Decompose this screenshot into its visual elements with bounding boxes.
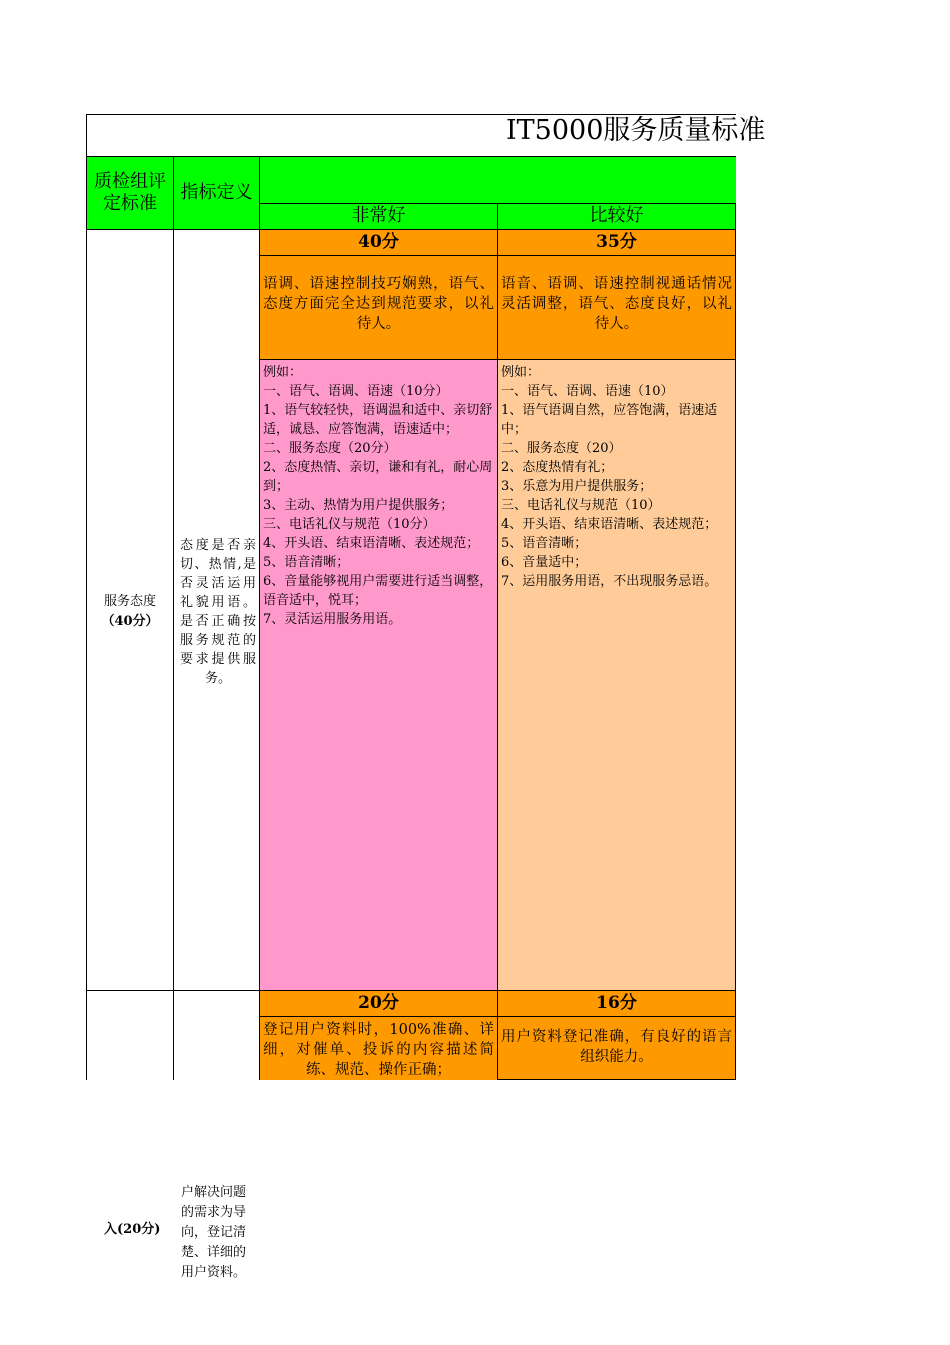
header-level-band [259,156,736,204]
criterion-cell-service-attitude [86,229,174,991]
description-cell-good-2 [497,1016,736,1080]
definition-text: 态度是否亲切、热情,是否灵活运用礼貌用语。是否正确按服务规范的要求提供服务。 [180,538,256,686]
score-good: 35分 [497,229,736,256]
description-good: 语音、语调、语速控制视通话情况灵活调整，语气、态度良好，以礼待人。 [497,255,736,360]
examples-very-good: 例如： 一、语气、语调、语速（10分） 1、语气较轻快，语调温和适中、亲切舒适，诚恳、应答饱满，语速适中； 二、服务态度（20分） 2、态度热情、亲切，谦和有礼，耐心周到； 3、主动、热情为用户提供服务； 三、电话礼仪与规范（10分） 4、开头语、结束语清晰、表述规范； 5、语音清晰； 6、音量能够视用户需要进行适当调整，语音适中，悦耳； 7、灵活运用服务用语。 [259,359,498,991]
header-indicator-definition: 指标定义 [173,156,260,230]
criterion-cell-section-2 [86,990,174,1080]
description-cell-very-good-2 [259,1016,498,1080]
header-level-good: 比较好 [497,203,736,230]
description-good-2: 用户资料登记准确，有良好的语言组织能力。 [501,1029,732,1065]
description-very-good-2: 登记用户资料时，100%准确、详细，对催单、投诉的内容描述简练、规范、操作正确； [263,1022,494,1078]
overflow-criterion: 入(20分) [104,1222,161,1237]
definition-cell-service-attitude [173,229,260,991]
score-good-2: 16分 [497,990,736,1017]
examples-good: 例如： 一、语气、语调、语速（10） 1、语气语调自然，应答饱满，语速适中； 二、服务态度（20） 2、态度热情有礼； 3、乐意为用户提供服务； 三、电话礼仪与规范（10） 4、开头语、结束语清晰、表述规范； 5、语音清晰； 6、音量适中； 7、运用服务用语，不出现服务忌语。 [497,359,736,991]
definition-cell-section-2 [173,990,260,1080]
overflow-definition: 户解决问题的需求为导向，登记清楚、详细的用户资料。 [181,1185,247,1280]
criterion-name: 服务态度 [103,594,156,609]
score-very-good-2: 20分 [259,990,498,1017]
header-evaluation-standard: 质检组评定标准 [86,156,174,230]
description-very-good: 语调、语速控制技巧娴熟，语气、态度方面完全达到规范要求，以礼待人。 [259,255,498,360]
score-very-good: 40分 [259,229,498,256]
criterion-score: （40分） [101,614,159,629]
header-level-very-good: 非常好 [259,203,498,230]
page-title: IT5000服务质量标准 [506,115,766,146]
